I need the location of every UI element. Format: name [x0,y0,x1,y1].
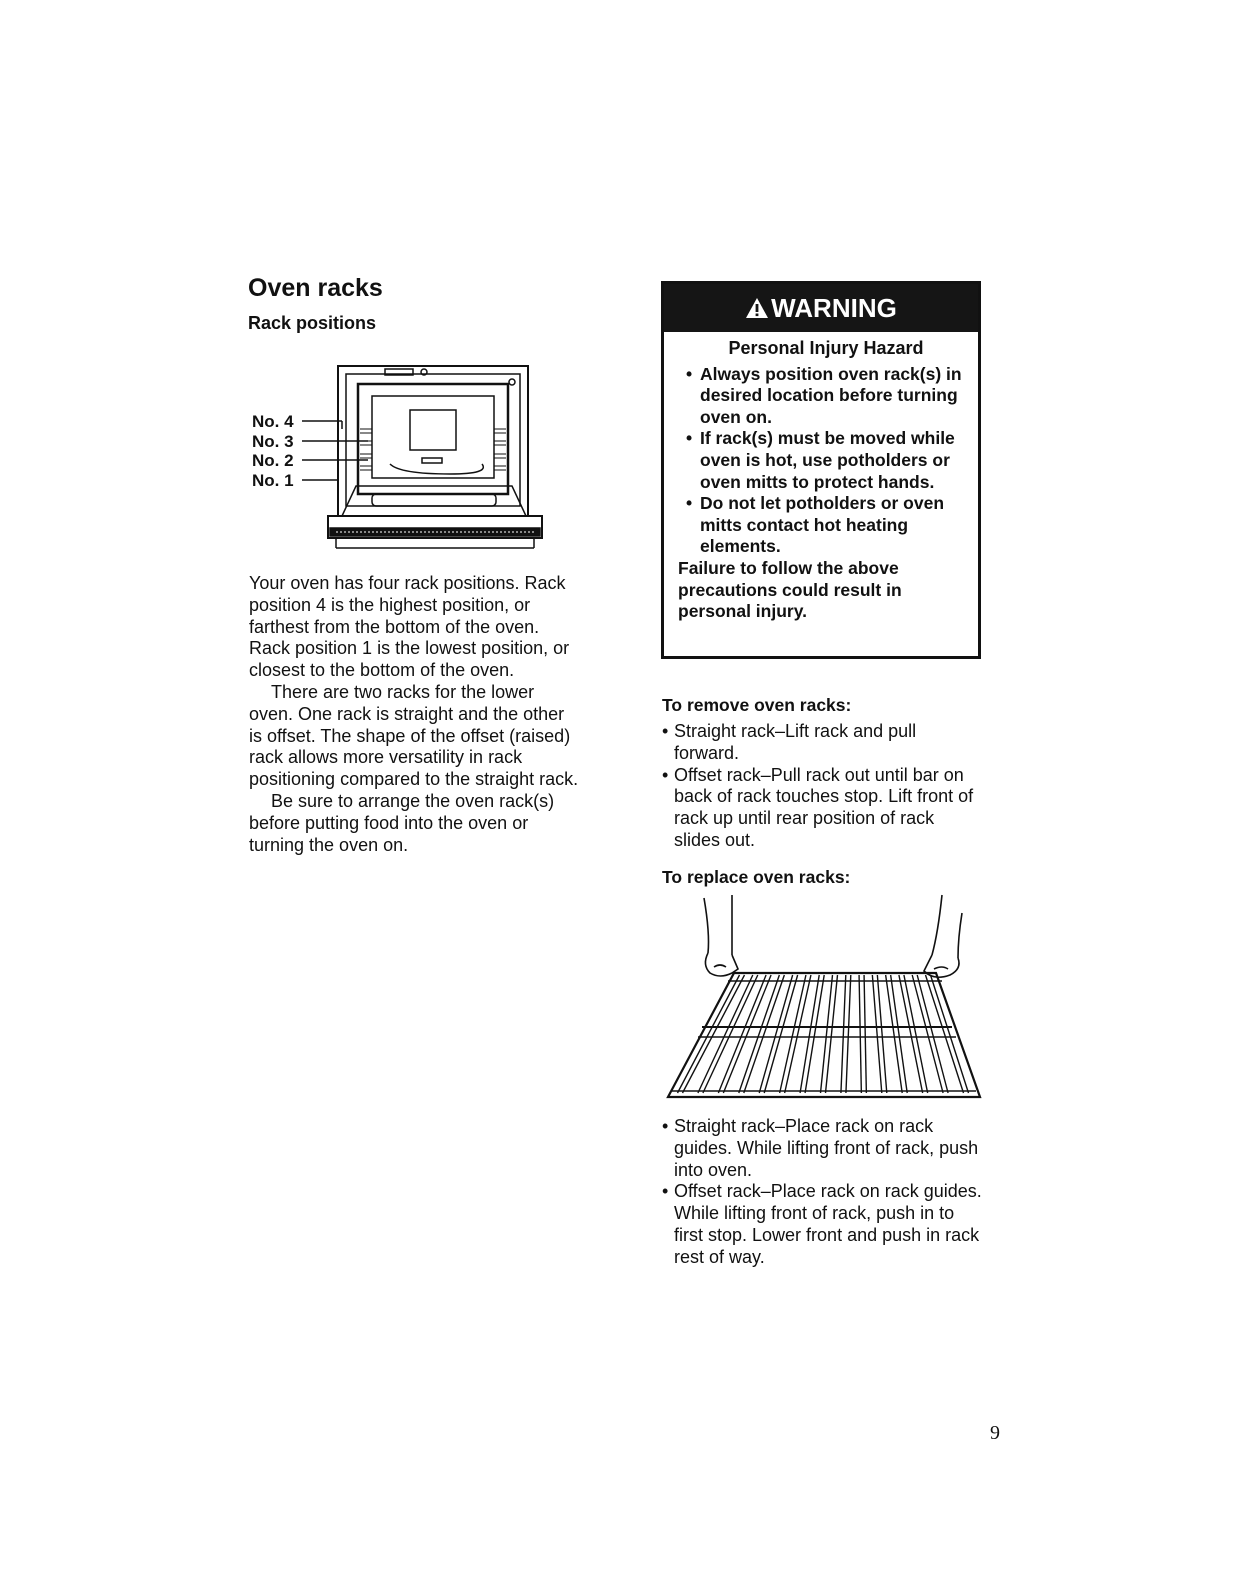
rack-label-3: No. 3 [252,432,294,451]
body-paragraph: There are two racks for the lower oven. One rack is straight and the other is offset. The shape of the offset (raised) rack allows more versatility in rack positioning compared to the straight rack. [249,681,579,790]
rack-wire [859,975,861,1093]
rack-wire [785,975,811,1093]
list-item: • Offset rack–Place rack on rack guides. While lifting front of rack, push in to first stop. Lower front and push in rack rest of way. [662,1181,982,1268]
rack-wire [826,975,838,1093]
rack-wire [821,975,833,1093]
list-item: • Straight rack–Place rack on rack guides. While lifting front of rack, push into oven. [662,1116,982,1181]
warning-title: Personal Injury Hazard [728,338,924,358]
replace-racks-list [662,1116,982,1269]
page-title: Oven racks [248,274,383,302]
rack-wire [683,975,745,1093]
rack-label-4: No. 4 [252,412,294,431]
rack-wire [904,975,928,1093]
body-paragraph: Be sure to arrange the oven rack(s) before putting food into the oven or turning the oven on. [249,790,555,855]
warning-box [661,281,981,659]
warning-item: • If rack(s) must be moved while oven is hot, use potholders or oven mitts to protect hands. [684,428,968,493]
rack-wire [899,975,923,1093]
oven-rack-illustration [662,893,984,1108]
rack-wire [805,975,824,1093]
replace-racks-heading: To replace oven racks: [662,867,851,887]
warning-item: • Do not let potholders or oven mitts contact hot heating elements. [684,493,968,558]
warning-footer: Failure to follow the above precautions could result in personal injury. [678,557,902,622]
rack-wire [891,975,908,1093]
rack-wire [886,975,903,1093]
rack-wire [800,975,819,1093]
rack-wire [931,975,969,1093]
body-paragraph: Your oven has four rack positions. Rack position 4 is the highest position, or farthest from the bottom of the oven. Rack position 1 is the lowest position, or closest to the bottom of the oven. [249,573,570,681]
list-item: • Straight rack–Lift rack and pull forward. [662,721,982,765]
oven-rack-positions-illustration [250,362,550,558]
subsection-title: Rack positions [248,313,377,333]
page-number: 9 [990,1422,1000,1444]
warning-label: WARNING [771,292,897,323]
rack-label-2: No. 2 [252,451,294,470]
warning-item: • Always position oven rack(s) in desired location before turning oven on. [684,364,968,429]
warning-triangle-icon [745,297,769,319]
rack-label-1: No. 1 [252,471,294,490]
remove-racks-heading: To remove oven racks: [662,695,852,715]
rack-wire [846,975,851,1093]
rack-wire [864,975,866,1093]
list-item: • Offset rack–Pull rack out until bar on back of rack touches stop. Lift front of rack up until rear position of rack slides out. [662,765,982,852]
rack-wire [912,975,943,1093]
rack-positions-description [249,573,579,856]
rack-wire [841,975,846,1093]
remove-racks-list [662,721,982,852]
warning-header [664,284,978,332]
rack-wire [877,975,886,1093]
rack-wire [872,975,881,1093]
